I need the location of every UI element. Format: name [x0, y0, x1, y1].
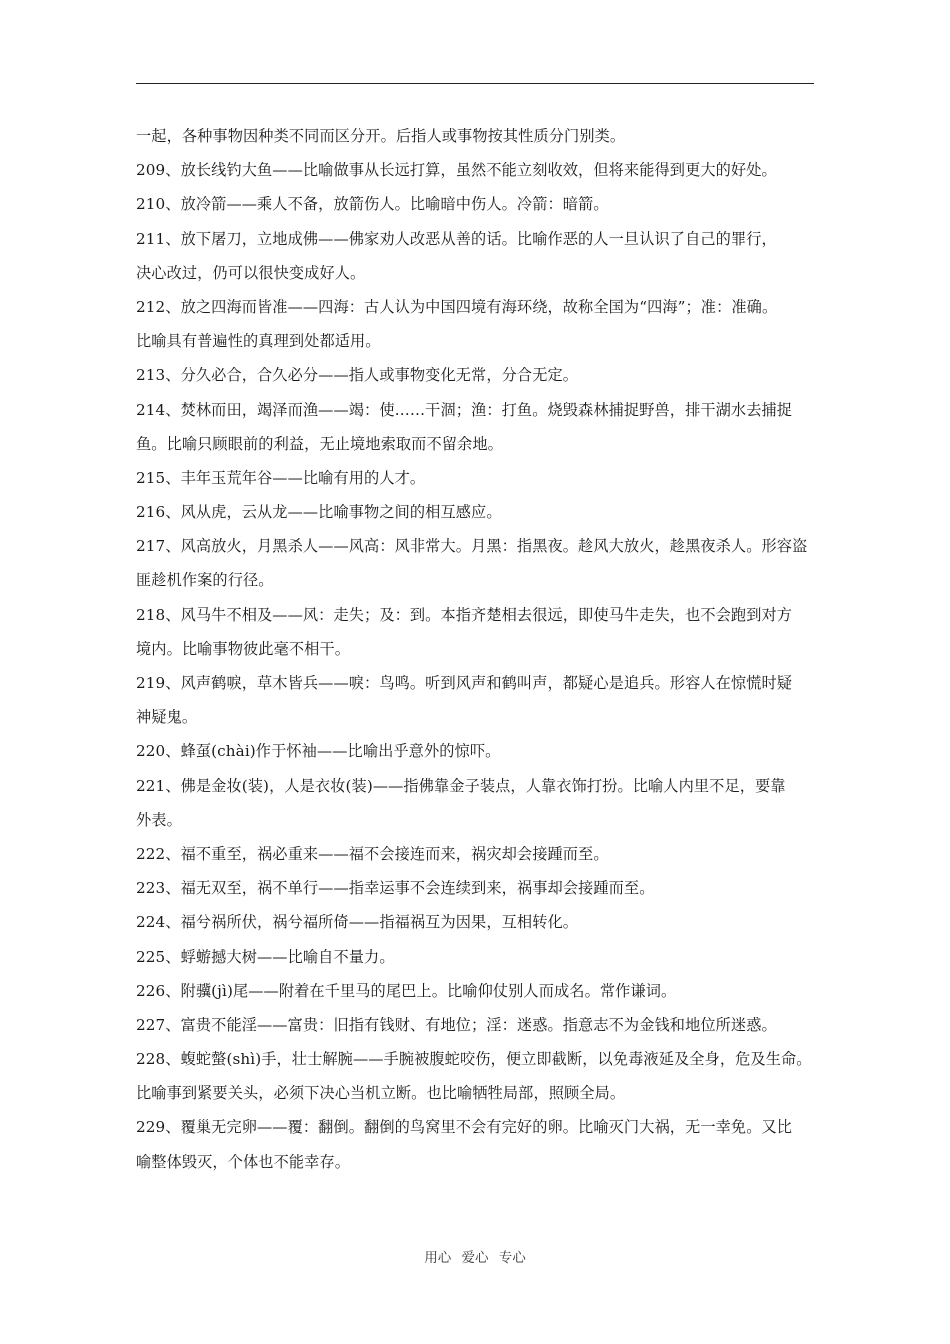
text-line: 221、佛是金妆(装)，人是衣妆(装)——指佛靠金子装点，人靠衣饰打扮。比喻人内里不足，要靠: [136, 776, 786, 795]
text-line: 225、蜉蝣撼大树——比喻自不量力。: [136, 947, 395, 966]
text-line: 217、风高放火，月黑杀人——风高：风非常大。月黑：指黑夜。趁风大放火，趁黑夜杀人。形容盗: [136, 537, 808, 556]
text-line: 喻整体毁灭，个体也不能幸存。: [136, 1152, 351, 1171]
text-line: 外表。: [136, 810, 182, 829]
header-divider: [136, 83, 814, 84]
text-line: 227、富贵不能淫——富贵：旧指有钱财、有地位；淫：迷惑。指意志不为金钱和地位所迷惑。: [136, 1015, 777, 1034]
text-line: 224、福兮祸所伏，祸兮福所倚——指福祸互为因果，互相转化。: [136, 913, 579, 932]
text-line: 222、福不重至，祸必重来——福不会接连而来，祸灾却会接踵而至。: [136, 844, 609, 863]
text-line: 229、覆巢无完卵——覆：翻倒。翻倒的鸟窝里不会有完好的卵。比喻灭门大祸，无一幸免。又比: [136, 1118, 793, 1137]
text-line: 212、放之四海而皆准——四海：古人认为中国四境有海环绕，故称全国为“四海”；准：准确。: [136, 297, 778, 316]
text-line: 216、风从虎，云从龙——比喻事物之间的相互感应。: [136, 503, 502, 522]
text-line: 决心改过，仍可以很快变成好人。: [136, 263, 366, 282]
text-line: 鱼。比喻只顾眼前的利益，无止境地索取而不留余地。: [136, 434, 503, 453]
text-line: 215、丰年玉荒年谷——比喻有用的人才。: [136, 468, 426, 487]
text-line: 比喻具有普遍性的真理到处都适用。: [136, 332, 381, 351]
text-line: 220、蜂虿(chài)作于怀袖——比喻出乎意外的惊吓。: [136, 742, 501, 761]
text-line: 209、放长线钓大鱼——比喻做事从长远打算，虽然不能立刻收效，但将来能得到更大的好处。: [136, 161, 777, 180]
text-line: 219、风声鹤唳，草木皆兵——唳：鸟鸣。听到风声和鹤叫声，都疑心是追兵。形容人在惊慌时疑: [136, 674, 793, 692]
text-line: 匪趁机作案的行径。: [136, 571, 274, 590]
text-line: 境内。比喻事物彼此毫不相干。: [136, 639, 351, 658]
text-line: 226、附骥(jì)尾——附着在千里马的尾巴上。比喻仰仗别人而成名。常作谦词。: [136, 981, 677, 1000]
text-line: 一起，各种事物因种类不同而区分开。后指人或事物按其性质分门别类。: [136, 127, 626, 145]
text-line: 神疑鬼。: [136, 708, 198, 727]
text-line: 比喻事到紧要关头，必须下决心当机立断。也比喻牺牲局部，照顾全局。: [136, 1084, 626, 1103]
page-footer: 用心 爱心 专心: [424, 1250, 526, 1266]
text-line: 210、放冷箭——乘人不备，放箭伤人。比喻暗中伤人。冷箭：暗箭。: [136, 195, 609, 214]
text-line: 218、风马牛不相及——风：走失；及：到。本指齐楚相去很远，即使马牛走失，也不会跑到对方: [136, 605, 793, 624]
text-line: 211、放下屠刀，立地成佛——佛家劝人改恶从善的话。比喻作恶的人一旦认识了自己的罪行，: [136, 229, 777, 248]
text-line: 213、分久必合，合久必分——指人或事物变化无常，分合无定。: [136, 366, 579, 385]
text-line: 228、蝮蛇螫(shì)手，壮士解腕——手腕被腹蛇咬伤，便立即截断，以免毒液延及全身，危及生命。: [136, 1050, 812, 1069]
text-line: 214、焚林而田，竭泽而渔——竭：使……干涸；渔：打鱼。烧毁森林捕捉野兽，排干湖水去捕捉: [136, 400, 793, 419]
text-line: 223、福无双至，祸不单行——指幸运事不会连续到来，祸事却会接踵而至。: [136, 879, 655, 898]
document-body: [136, 119, 826, 1179]
